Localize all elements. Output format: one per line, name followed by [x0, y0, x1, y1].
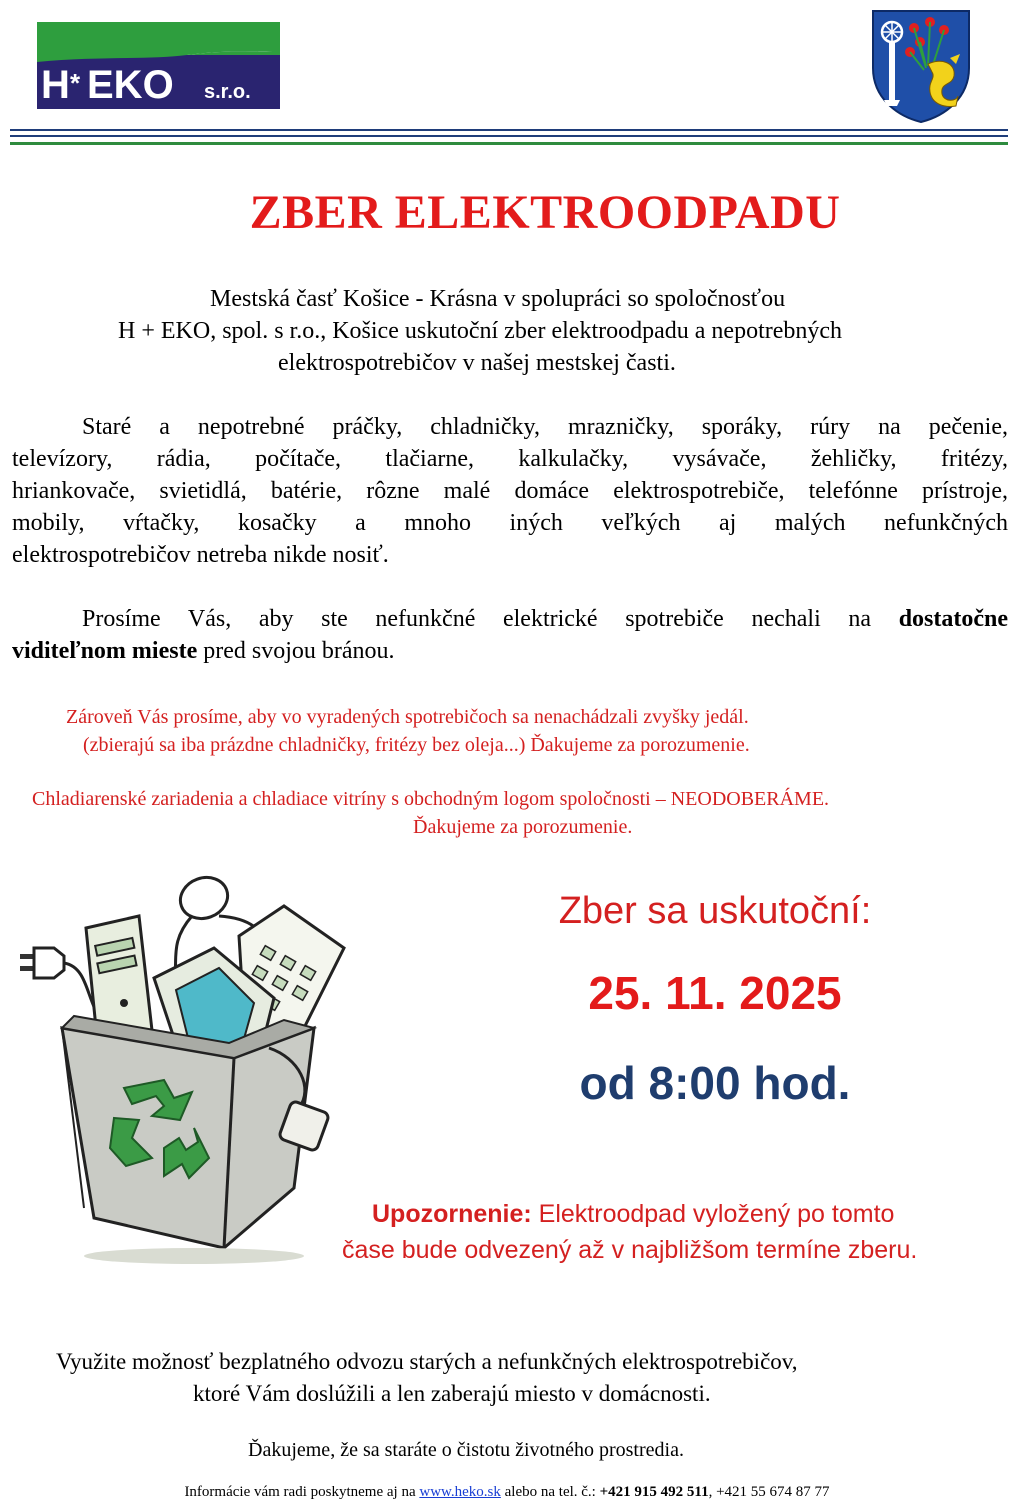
notice-cooling-line-2: Ďakujeme za porozumenie.	[413, 816, 633, 838]
svg-text:s.r.o.: s.r.o.	[204, 81, 251, 103]
contact-middle: alebo na tel. č.:	[500, 1484, 600, 1500]
request-bold-1: dostatočne	[898, 606, 1009, 632]
footer-thanks: Ďakujeme, že sa staráte o čistotu životného prostredia.	[248, 1439, 684, 1461]
phone-primary: +421 915 492 511	[599, 1484, 709, 1500]
warning-label: Upozornenie:	[372, 1200, 532, 1228]
items-row-3: hriankovače, svietidlá, batérie, rôzne malé domáce elektrospotrebiče, telefónne prístroje,	[12, 478, 1008, 504]
intro-line-1: Mestská časť Košice - Krásna v spolupráci so spoločnosťou	[210, 286, 786, 312]
phone-secondary: , +421 55 674 87 77	[708, 1484, 830, 1500]
svg-text:H: H	[41, 63, 70, 107]
heko-logo	[37, 22, 280, 109]
items-paragraph	[12, 411, 1008, 571]
items-row-4: mobily, vŕtačky, kosačky a mnoho iných veľkých aj malých nefunkčných	[12, 510, 1008, 536]
collection-label: Zber sa uskutoční:	[558, 890, 872, 932]
recycling-bin-electronics-illustration	[14, 858, 360, 1268]
header-rule-top	[10, 129, 1008, 131]
items-row-2: televízory, rádia, počítače, tlačiarne, kalkulačky, vysávače, žehličky, fritézy,	[12, 446, 1008, 472]
collection-date: 25. 11. 2025	[588, 967, 842, 1019]
svg-text:*: *	[70, 68, 81, 98]
coat-of-arms-icon	[870, 8, 972, 124]
warning-line-1	[372, 1196, 894, 1232]
items-row-5: elektrospotrebičov netreba nikde nosiť.	[12, 542, 389, 568]
items-row-1: Staré a nepotrebné práčky, chladničky, mrazničky, sporáky, rúry na pečenie,	[82, 414, 1008, 440]
header-rule-green	[10, 142, 1008, 145]
footer-line-2: ktoré Vám doslúžili a len zaberajú miesto v domácnosti.	[193, 1381, 711, 1406]
collection-time: od 8:00 hod.	[579, 1057, 851, 1109]
request-text-2: pred svojou bránou.	[197, 638, 395, 664]
footer-line-1: Využite možnosť bezplatného odvozu starých a nefunkčných elektrospotrebičov,	[56, 1349, 798, 1374]
request-row-1	[12, 603, 1008, 635]
warning-line-2: čase bude odvezený až v najbližšom termíne zberu.	[342, 1236, 918, 1264]
intro-line-2: H + EKO, spol. s r.o., Košice uskutoční zber elektroodpadu a nepotrebných	[118, 318, 843, 344]
notice-food-line-2: (zbierajú sa iba prázdne chladničky, fritézy bez oleja...) Ďakujeme za porozumenie.	[83, 734, 750, 756]
contact-prefix: Informácie vám radi poskytneme aj na	[184, 1484, 420, 1500]
svg-text:EKO: EKO	[87, 63, 174, 107]
request-row-2	[12, 635, 1008, 667]
contact-info	[0, 1484, 1014, 1501]
request-text-1: Prosíme Vás, aby ste nefunkčné elektrické spotrebiče nechali na	[82, 606, 872, 632]
notice-food-line-1: Zároveň Vás prosíme, aby vo vyradených spotrebičoch sa nenachádzali zvyšky jedál.	[66, 706, 749, 728]
request-paragraph	[12, 603, 1008, 667]
notice-cooling-line-1: Chladiarenské zariadenia a chladiace vitríny s obchodným logom spoločnosti – NEODOBERÁME.	[32, 788, 830, 810]
warning-text-1: Elektroodpad vyložený po tomto	[531, 1200, 895, 1228]
page-title: ZBER ELEKTROODPADU	[249, 186, 841, 239]
header-rule-middle	[10, 135, 1008, 137]
website-link[interactable]: www.heko.sk	[419, 1484, 501, 1500]
intro-line-3: elektrospotrebičov v našej mestskej časti.	[278, 350, 676, 376]
request-bold-2: viditeľnom mieste	[12, 638, 198, 664]
